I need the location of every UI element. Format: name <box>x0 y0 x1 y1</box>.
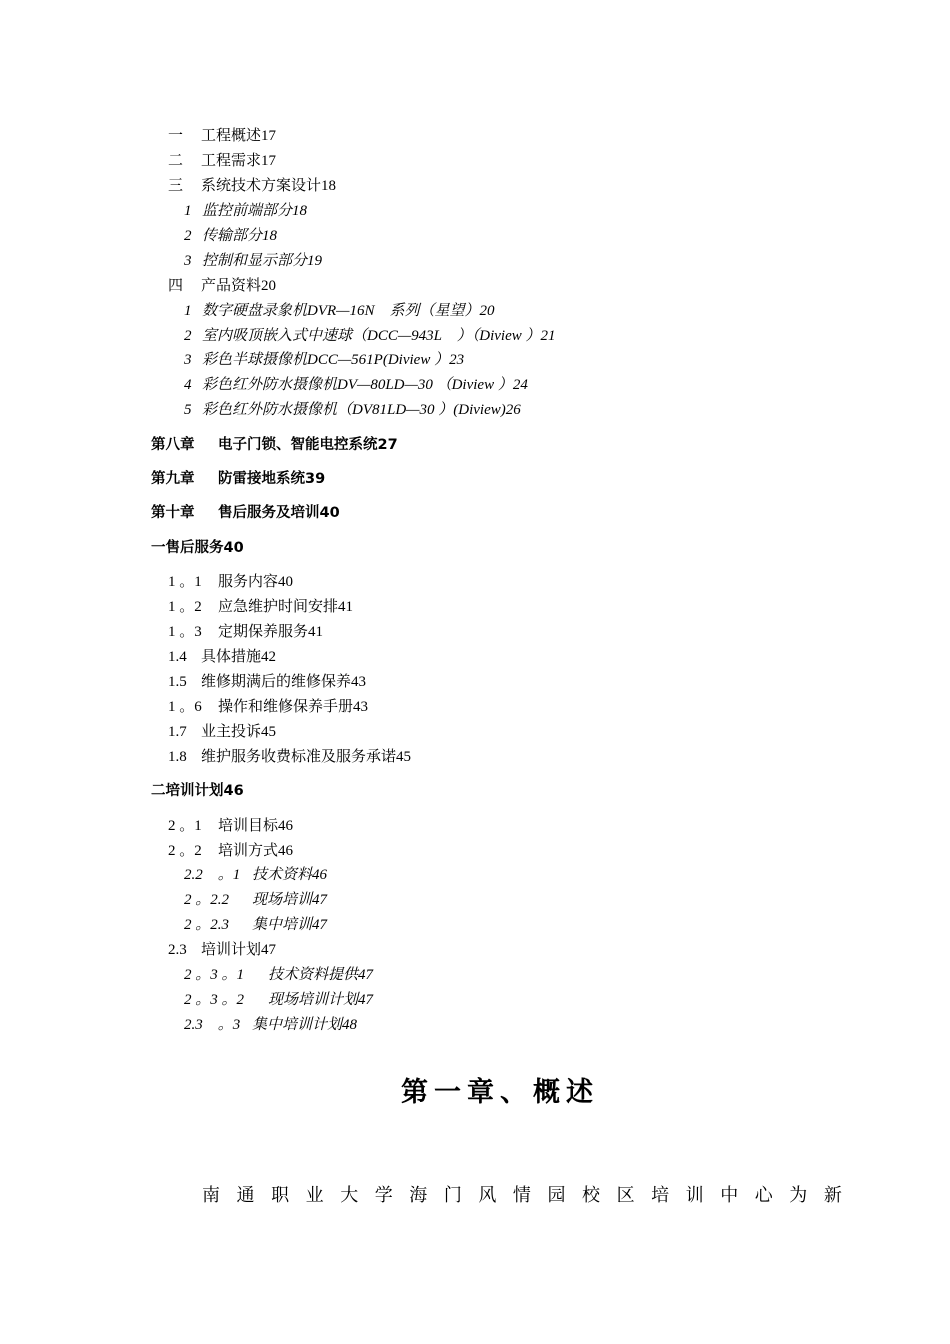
toc-number: 1.5 <box>168 674 187 690</box>
body-char: 情 <box>512 1185 531 1205</box>
toc-entry[interactable] <box>184 326 556 346</box>
body-char: 海 <box>409 1185 428 1205</box>
toc-text: 产品资料20 <box>201 278 277 294</box>
toc-text: 室内吸顶嵌入式中速球（DCC—943L ）（Diview ）21 <box>202 328 556 344</box>
toc-number: 3 <box>184 352 192 368</box>
toc-text: 技术资料46 <box>252 867 328 883</box>
toc-number: 一 <box>168 128 184 144</box>
toc-text: 服务内容40 <box>218 574 294 590</box>
toc-entry[interactable] <box>168 276 276 296</box>
chapter-title: 第一章、概述 <box>401 1077 599 1108</box>
toc-text: 培训目标46 <box>218 818 294 834</box>
toc-text: 彩色半球摄像机DCC—561P(Diview ）23 <box>202 352 465 368</box>
toc-number: 1 <box>184 203 192 219</box>
toc-entry[interactable] <box>184 400 521 420</box>
toc-entry[interactable] <box>184 1015 357 1035</box>
toc-entry[interactable] <box>184 990 373 1010</box>
toc-entry[interactable] <box>168 572 293 592</box>
toc-entry[interactable] <box>184 865 327 885</box>
toc-text: 业主投诉45 <box>201 724 277 740</box>
toc-entry[interactable] <box>184 226 277 246</box>
toc-entry[interactable] <box>184 375 528 395</box>
toc-entry[interactable] <box>168 747 411 767</box>
toc-entry[interactable] <box>184 301 495 321</box>
body-char: 职 <box>271 1185 290 1205</box>
toc-text: 监控前端部分18 <box>202 203 308 219</box>
toc-number: 二 <box>168 153 184 169</box>
toc-text: 培训计划47 <box>201 942 277 958</box>
toc-text: 电子门锁、智能电控系统27 <box>218 437 398 453</box>
toc-number: 2 <box>184 228 192 244</box>
toc-number: 5 <box>184 402 192 418</box>
toc-number: 1.4 <box>168 649 187 665</box>
toc-entry[interactable] <box>168 722 276 742</box>
toc-number: 四 <box>168 278 184 294</box>
body-char: 训 <box>685 1185 704 1205</box>
toc-number: 2 。2.2 <box>184 892 230 908</box>
toc-text: 系统技术方案设计18 <box>201 178 337 194</box>
toc-text: 集中培训47 <box>252 917 328 933</box>
toc-number: 第十章 <box>151 505 195 521</box>
toc-number: 第八章 <box>151 437 195 453</box>
body-char: 南 <box>202 1185 220 1205</box>
toc-section-heading[interactable]: 一售后服务40 <box>151 540 244 556</box>
toc-text: 彩色红外防水摄像机（DV81LD—30 ）(Diview)26 <box>202 402 521 418</box>
toc-number: 1 。3 <box>168 624 202 640</box>
body-char: 校 <box>582 1185 601 1205</box>
toc-entry[interactable] <box>168 672 366 692</box>
body-char: 区 <box>616 1185 635 1205</box>
toc-entry[interactable] <box>184 890 327 910</box>
body-char: 风 <box>478 1185 497 1205</box>
toc-number: 2.3 。3 <box>184 1017 241 1033</box>
toc-entry[interactable] <box>168 622 323 642</box>
toc-number: 1.7 <box>168 724 187 740</box>
body-char: 心 <box>754 1185 773 1205</box>
toc-text: 工程需求17 <box>201 153 277 169</box>
toc-number: 2 。1 <box>168 818 202 834</box>
toc-number: 第九章 <box>151 471 195 487</box>
toc-entry[interactable] <box>184 915 327 935</box>
body-char: 园 <box>547 1185 566 1205</box>
body-char: 培 <box>651 1185 670 1205</box>
toc-entry[interactable] <box>184 251 322 271</box>
toc-entry[interactable] <box>168 647 276 667</box>
toc-entry[interactable] <box>168 126 276 146</box>
toc-number: 1 <box>184 303 192 319</box>
toc-number: 2 。3 。2 <box>184 992 245 1008</box>
toc-number: 1 。2 <box>168 599 202 615</box>
toc-text: 操作和维修保养手册43 <box>218 699 369 715</box>
toc-chapter[interactable] <box>151 503 340 523</box>
body-char: 中 <box>720 1185 739 1205</box>
toc-entry[interactable] <box>184 965 373 985</box>
toc-number: 1 。6 <box>168 699 202 715</box>
toc-entry[interactable] <box>168 940 276 960</box>
toc-text: 维修期满后的维修保养43 <box>201 674 367 690</box>
body-char: 门 <box>443 1185 462 1205</box>
toc-text: 工程概述17 <box>201 128 277 144</box>
body-char: 通 <box>236 1185 255 1205</box>
toc-number: 1.8 <box>168 749 187 765</box>
toc-text: 售后服务及培训40 <box>218 505 340 521</box>
toc-text: 技术资料提供47 <box>268 967 374 983</box>
toc-number: 2 。2 <box>168 843 202 859</box>
toc-text: 控制和显示部分19 <box>202 253 323 269</box>
toc-entry[interactable] <box>168 697 368 717</box>
toc-number: 三 <box>168 178 184 194</box>
body-char: 大 <box>340 1185 359 1205</box>
toc-number: 4 <box>184 377 192 393</box>
toc-chapter[interactable] <box>151 469 325 489</box>
toc-number: 2 。2.3 <box>184 917 230 933</box>
toc-text: 现场培训计划47 <box>268 992 374 1008</box>
toc-text: 维护服务收费标准及服务承诺45 <box>201 749 412 765</box>
toc-text: 定期保养服务41 <box>218 624 324 640</box>
body-char: 为 <box>789 1185 808 1205</box>
toc-entry[interactable] <box>168 176 336 196</box>
toc-text: 传输部分18 <box>202 228 278 244</box>
toc-number: 2.2 。1 <box>184 867 241 883</box>
toc-entry[interactable] <box>168 151 276 171</box>
toc-text: 培训方式46 <box>218 843 294 859</box>
toc-number: 2 。3 。1 <box>184 967 245 983</box>
body-char: 业 <box>305 1185 324 1205</box>
toc-text: 应急维护时间安排41 <box>218 599 354 615</box>
toc-entry[interactable] <box>168 597 353 617</box>
toc-section-heading[interactable]: 二培训计划46 <box>151 783 244 799</box>
body-char: 学 <box>374 1185 393 1205</box>
toc-chapter[interactable] <box>151 435 398 455</box>
toc-text: 数字硬盘录象机DVR—16N 系列（星望）20 <box>202 303 495 319</box>
toc-number: 3 <box>184 253 192 269</box>
toc-entry[interactable] <box>168 816 293 836</box>
toc-text: 具体措施42 <box>201 649 277 665</box>
toc-text: 现场培训47 <box>252 892 328 908</box>
toc-text: 彩色红外防水摄像机DV—80LD—30 （Diview ）24 <box>202 377 528 393</box>
toc-number: 1 。1 <box>168 574 202 590</box>
toc-text: 防雷接地系统39 <box>218 471 326 487</box>
toc-entry[interactable] <box>184 350 464 370</box>
toc-entry[interactable] <box>168 841 293 861</box>
body-char: 新 <box>823 1185 842 1205</box>
toc-number: 2.3 <box>168 942 187 958</box>
toc-text: 集中培训计划48 <box>252 1017 358 1033</box>
toc-entry[interactable] <box>184 201 307 221</box>
body-paragraph-first-line <box>202 1181 842 1207</box>
toc-number: 2 <box>184 328 192 344</box>
